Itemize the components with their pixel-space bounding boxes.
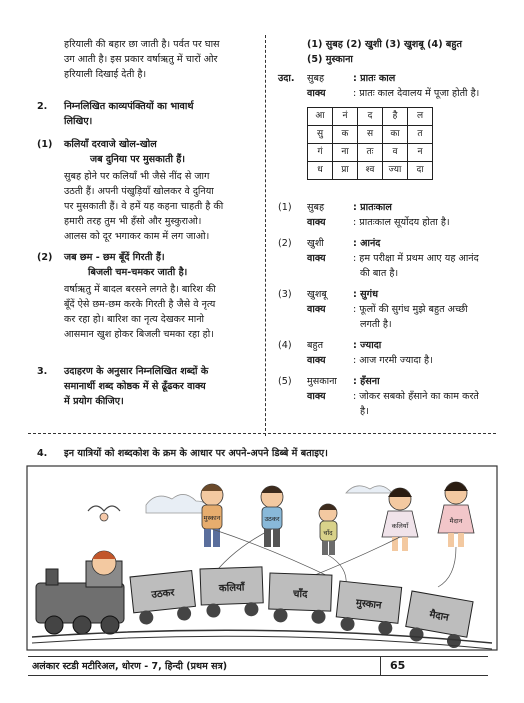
grid-cell: ध [308,162,333,180]
answer-line: आसमान खुश होकर बिजली चमका रहा हो। [64,329,214,340]
answer-synonym: : सुगंध [353,289,378,300]
example-label: उदा. [278,73,295,84]
grid-cell: प्रा [333,162,358,180]
grid-cell: आ [308,108,333,126]
q4-number: 4. [37,448,48,459]
grid-cell: दा [408,162,433,180]
poem-line: जब दुनिया पर मुसकाती हैं। [90,154,186,165]
grid-cell: तः [358,144,383,162]
answer-sentence: : हम परीक्षा में प्रथम आए यह आनंद [353,253,479,264]
kid-label: मैदान [449,517,463,525]
answer-sentence: : फूलों की सुगंध मुझे बहुत अच्छी [353,304,468,315]
word-list-header: (5) मुस्काना [307,54,353,65]
example-synonym: : प्रातः काल [353,73,396,84]
q2-title: निम्नलिखित काव्यपंक्तियों का भावार्थ [64,101,194,112]
grid-cell: का [383,126,408,144]
answer-line: पर मुसकाती हैं। वे हमें यह कहना चाहती है की [64,201,224,212]
answer-word: बहुत [307,340,324,351]
wagon-label: चाँद [292,588,308,601]
answer-synonym: : ज्यादा [353,340,382,351]
answer-line: वर्षाऋतु में बादल बरसने लगते है। बारिश की [64,284,216,295]
answer-number: (3) [278,289,292,300]
intro-line: हरियाली दिखाई देती है। [64,69,147,80]
q3-title: उदाहरण के अनुसार निम्नलिखित शब्दों के [64,366,209,377]
example-vakya-label: वाक्य [307,88,326,99]
answer-number: (5) [278,376,292,387]
wagon-label: उठकर [150,587,176,601]
kid-label: उठकर [264,515,280,523]
answer-vakya-label: वाक्य [307,304,326,315]
grid-cell: त [408,126,433,144]
wagon-label: कलियाँ [218,582,245,595]
answer-sentence: की बात है। [360,268,399,279]
intro-line: उग आती है। इस प्रकार वर्षाऋतु में चारों ओर [64,54,218,65]
grid-cell: द [358,108,383,126]
answer-vakya-label: वाक्य [307,253,326,264]
intro-line: हरियाली की बहार छा जाती है। पर्वत पर घास [64,39,220,50]
grid-cell: ल [408,108,433,126]
q2-item1-number: (1) [37,139,53,150]
q2-item2-number: (2) [37,252,53,263]
grid-cell: क [333,126,358,144]
answer-number: (1) [278,202,292,213]
q2-number: 2. [37,101,48,112]
grid-cell: गं [308,144,333,162]
answer-sentence: : प्रातःकाल सूर्योदय होता है। [353,217,450,228]
page-footer [28,656,488,676]
answer-word: सुबह [307,202,325,213]
grid-cell: ज्या [383,162,408,180]
grid-cell: ना [333,144,358,162]
answer-vakya-label: वाक्य [307,391,326,402]
q3-title: में प्रयोग कीजिए। [64,396,124,407]
grid-cell: स [358,126,383,144]
train-illustration [26,465,498,651]
answer-synonym: : प्रातःकाल [353,202,392,213]
answer-word: खुशी [307,238,324,249]
section-divider [28,433,496,434]
answer-line: कर रहा हो। बारिश का नृत्य देखकर मानो [64,314,205,325]
example-sentence: : प्रातः काल देवालय में पूजा होती है। [353,88,480,99]
answer-word: खुशबू [307,289,327,300]
answer-sentence: लगती है। [360,319,392,330]
answer-number: (2) [278,238,292,249]
footer-divider [380,656,381,676]
answer-synonym: : हँसना [353,376,380,387]
bird-body [100,513,108,521]
grid-cell: नं [333,108,358,126]
kid-label: चाँद [323,529,333,537]
grid-cell: व [383,144,408,162]
answer-sentence: है। [360,406,369,417]
wagon-label: मैदान [428,609,450,624]
q3-title: समानार्थी शब्द कोष्ठक में से ढूँढकर वाक्य [64,381,206,392]
column-divider [265,35,266,436]
letter-grid [307,107,433,180]
answer-synonym: : आनंद [353,238,381,249]
grid-cell: सु [308,126,333,144]
answer-vakya-label: वाक्य [307,355,326,366]
grid-cell: न [408,144,433,162]
poem-line: कलियाँ दरवाजे खोल-खोल [64,139,157,150]
answer-line: सुबह होने पर कलियाँ भी जैसे नींद से जाग [64,171,210,182]
answer-word: मुसकाना [307,376,337,387]
kid-label: कलियाँ [391,522,409,530]
answer-number: (4) [278,340,292,351]
kid-label: मुस्कान [203,514,221,522]
q4-title: इन यात्रियों को शब्दकोश के क्रम के आधार पर अपने-अपने डिब्बे में बताइए। [64,448,328,459]
example-word: सुबह [307,73,325,84]
answer-line: हमारी तरह तुम भी हँसो और मुस्कुराओ। [64,216,202,227]
answer-line: आलस को दूर भगाकर काम में लग जाओ। [64,231,210,242]
footer-text: अलंकार स्टडी मटीरिअल, धोरण - 7, हिन्दी (प्रथम सत्र) [32,661,228,672]
answer-line: बूँदें ऐसे छम-छम करके गिरती है जैसे वे नृत्य [64,299,216,310]
poem-line: बिजली चम-चमकर जाती है। [88,267,188,278]
answer-sentence: : आज गरमी ज्यादा है। [353,355,433,366]
q2-title: लिखिए। [64,116,93,127]
word-list-header: (1) सुबह (2) खुशी (3) खुशबू (4) बहुत [307,39,462,50]
q3-number: 3. [37,366,48,377]
page-number: 65 [390,659,406,672]
grid-cell: श्व [358,162,383,180]
grid-cell: है [383,108,408,126]
answer-sentence: : जोकर सबको हँसाने का काम करते [353,391,479,402]
wagon-label: मुस्कान [355,597,383,612]
answer-vakya-label: वाक्य [307,217,326,228]
poem-line: जब छम - छम बूँदें गिरती हैं। [64,252,165,263]
answer-line: उठती हैं। अपनी पंखुड़ियाँ खोलकर वे दुनिया [64,186,214,197]
